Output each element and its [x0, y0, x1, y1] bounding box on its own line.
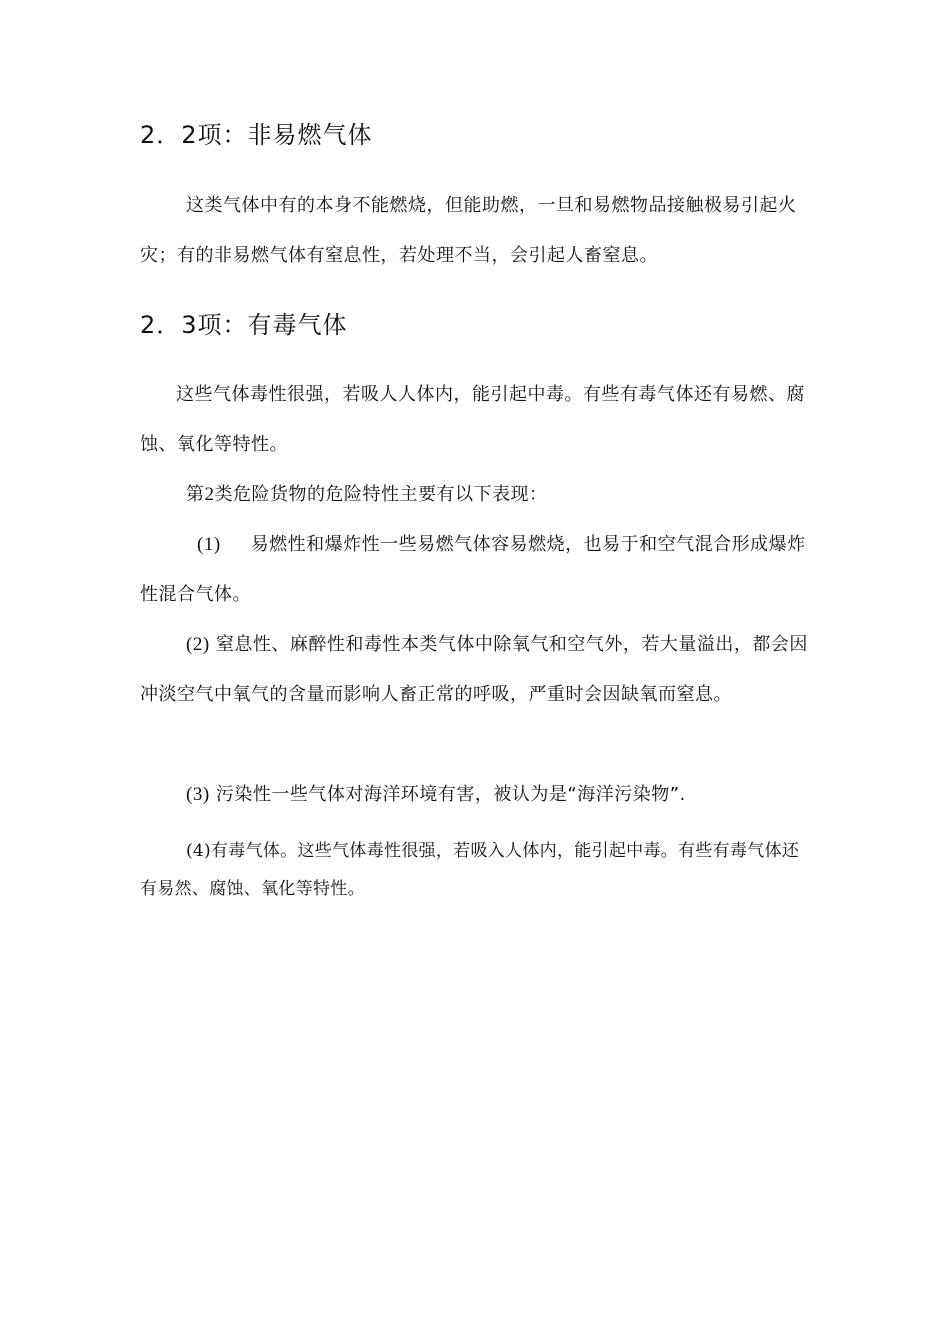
intro-suffix: 类危险货物的危险特性主要有以下表现： — [214, 484, 548, 505]
list-item-1-number: (1) — [197, 534, 221, 555]
list-item-3-number: (3) — [186, 784, 210, 805]
list-item-3-text: 污染性一些气体对海洋环境有害，被认为是“海洋污染物”. — [215, 784, 686, 805]
section-heading-toxic-gas: 2．3项：有毒气体 — [140, 311, 348, 339]
section-heading-non-flammable-gas: 2．2项：非易燃气体 — [140, 121, 373, 149]
intro-number: 2 — [204, 484, 215, 505]
intro-prefix: 第 — [186, 484, 205, 505]
list-item-4-text: 有毒气体。这些气体毒性很强，若吸入人体内，能引起中毒。有些有毒气体还有易然、腐蚀、氧化等特性。 — [140, 841, 800, 899]
section-body-toxic-gas: 这些气体毒性很强，若吸人人体内，能引起中毒。有些有毒气体还有易燃、腐蚀、氧化等特性。 — [140, 384, 805, 455]
intro-paragraph — [140, 470, 810, 520]
list-item-4 — [140, 832, 810, 908]
list-item-2-text: 窒息性、麻醉性和毒性本类气体中除氧气和空气外，若大量溢出，都会因冲淡空气中氧气的含量而影响人畜正常的呼吸，严重时会因缺氧而窒息。 — [140, 634, 808, 705]
list-item-4-number: (4) — [186, 841, 211, 861]
list-item-1 — [140, 520, 810, 620]
section-body-non-flammable-gas: 这类气体中有的本身不能燃烧，但能助燃，一旦和易燃物品接触极易引起火灾；有的非易燃气体有窒息性，若处理不当，会引起人畜窒息。 — [140, 195, 797, 266]
list-item-2 — [140, 620, 810, 720]
list-item-1-text: 易燃性和爆炸性一些易燃气体容易燃烧，也易于和空气混合形成爆炸性混合气体。 — [140, 534, 806, 605]
list-item-3 — [140, 770, 810, 820]
list-item-2-number: (2) — [186, 634, 210, 655]
